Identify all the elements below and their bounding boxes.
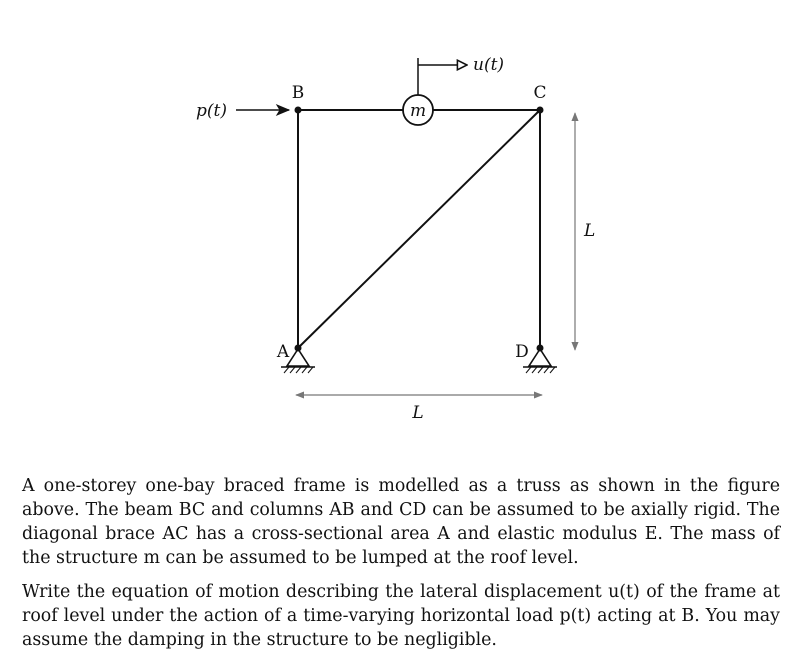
node-a-label: A xyxy=(276,342,290,362)
mass-label: m xyxy=(409,101,427,121)
node-b-label: B xyxy=(291,83,305,103)
node-d-label: D xyxy=(515,342,529,362)
span-label: L xyxy=(412,403,424,423)
problem-paragraph-2: Write the equation of motion describing the lateral displacement u(t) of the frame at roof level under the action of a time-varying horizontal load p(t) acting at B. You may assume the damping in the structure to be negligible. xyxy=(22,582,780,650)
problem-paragraph-1: A one-storey one-bay braced frame is modelled as a truss as shown in the figure above. The beam BC and columns AB and CD can be assumed to be axially rigid. The diagonal brace AC has a cross-sectional area A and elastic modulus E. The mass of the structure m can be assumed to be lumped at the roof level. xyxy=(22,476,780,568)
node-c-label: C xyxy=(533,83,547,103)
node-b-dot xyxy=(295,107,302,114)
brace-ac xyxy=(298,110,540,348)
node-c-dot xyxy=(537,107,544,114)
disp-label: u(t) xyxy=(473,55,505,75)
height-label: L xyxy=(584,221,596,241)
problem-statement xyxy=(22,474,780,662)
load-label: p(t) xyxy=(196,101,227,121)
